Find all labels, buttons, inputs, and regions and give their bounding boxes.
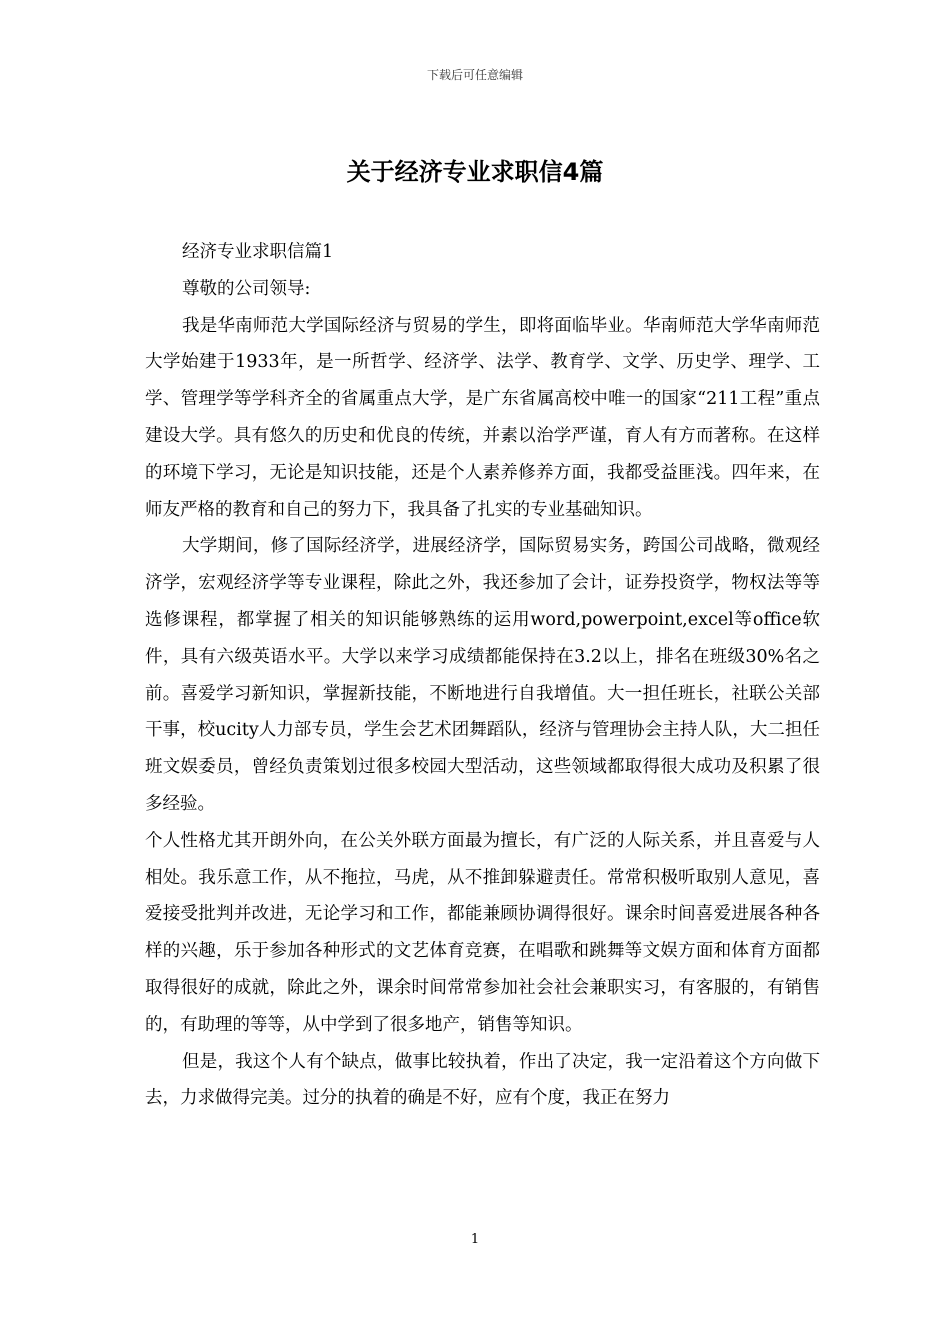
header-note: 下载后可任意编辑 [426,68,523,82]
paragraph-university: 大学期间，修了国际经济学，进展经济学，国际贸易实务，跨国公司战略，微观经济学，宏观经济学等专业课程，除此之外，我还参加了会计，证券投资学，物权法等等选修课程，都掌握了相关的知识能够熟练的运用word,powerpoint,excel等office软件，具有六级英语水平。大学以来学习成绩都能保持在3.2以上，排名在班级30%名之前。喜爱学习新知识，掌握新技能，不断地进行自我增值。大一担任班长，社联公关部干事，校ucity人力部专员，学生会艺术团舞蹈队，经济与管理协会主持人队，大二担任班文娱委员，曾经负责策划过很多校园大型活动，这些领域都取得很大成功及积累了很多经验。 [145,536,820,814]
paragraph-personality: 个人性格尤其开朗外向，在公关外联方面最为擅长，有广泛的人际关系，并且喜爱与人相处。我乐意工作，从不拖拉，马虎，从不推卸躲避责任。常常积极听取别人意见，喜爱接受批判并改进，无论学习和工作，都能兼顾协调得很好。课余时间喜爱进展各种各样的兴趣，乐于参加各种形式的文艺体育竞赛，在唱歌和跳舞等文娱方面和体育方面都取得很好的成就，除此之外，课余时间常常参加社会社会兼职实习，有客服的，有销售的，有助理的等等，从中学到了很多地产，销售等知识。 [145,830,820,1035]
document-title: 关于经济专业求职信4篇 [346,158,604,186]
section-heading: 经济专业求职信篇1 [182,242,334,262]
salutation: 尊敬的公司领导: [182,278,311,299]
document-body [145,234,820,1117]
paragraph-intro: 我是华南师范大学国际经济与贸易的学生，即将面临毕业。华南师范大学华南师范大学始建于1933年，是一所哲学、经济学、法学、教育学、文学、历史学、理学、工学、管理学等学科齐全的省属重点大学，是广东省属高校中唯一的国家“211工程”重点建设大学。具有悠久的历史和优良的传统，并素以治学严谨，育人有方而著称。在这样的环境下学习，无论是知识技能，还是个人素养修养方面，我都受益匪浅。四年来，在师友严格的教育和自己的努力下，我具备了扎实的专业基础知识。 [145,315,820,520]
page-number: 1 [470,1232,480,1247]
paragraph-shortcoming: 但是，我这个人有个缺点，做事比较执着，作出了决定，我一定沿着这个方向做下去，力求做得完美。过分的执着的确是不好，应有个度，我正在努力 [145,1051,820,1109]
